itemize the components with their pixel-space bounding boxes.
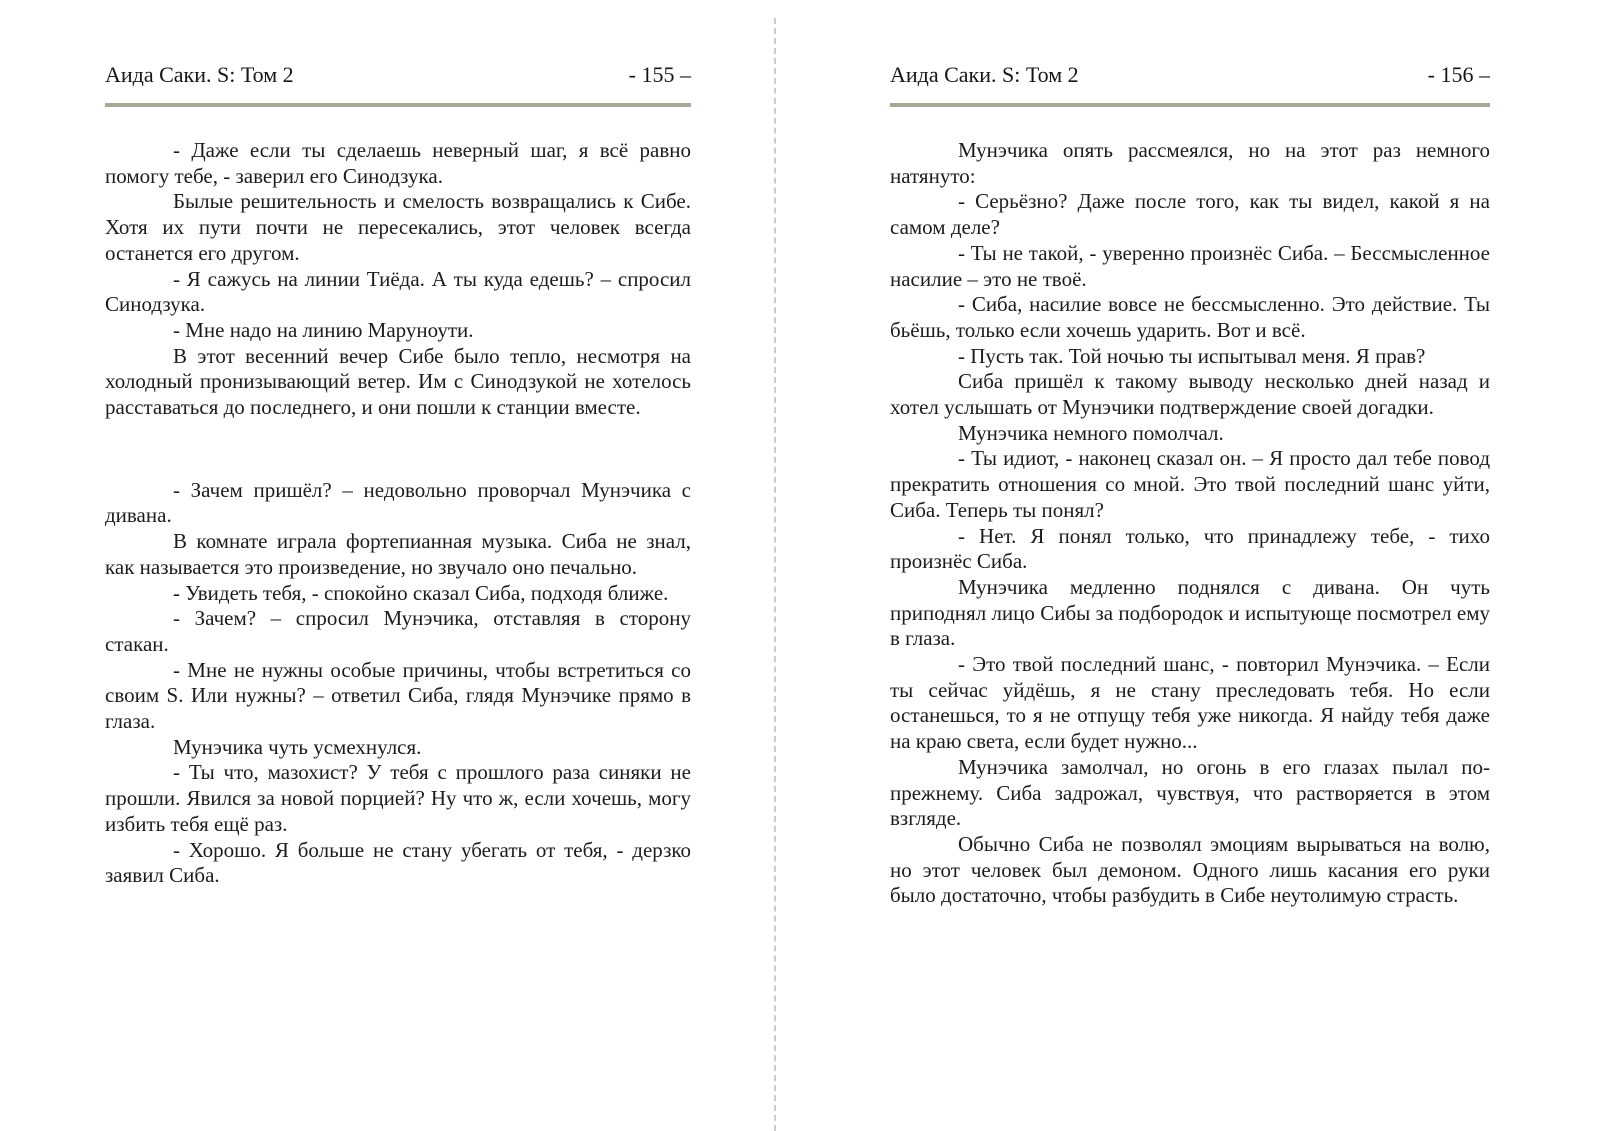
paragraph: - Зачем? – спросил Мунэчика, отставляя в сторону стакан.: [105, 606, 691, 656]
paragraph: Мунэчика замолчал, но огонь в его глазах пылал по-прежнему. Сиба задрожал, чувствуя, что растворяется в этом взгляде.: [890, 754, 1490, 831]
paragraph: - Ты не такой, - уверенно произнёс Сиба. – Бессмысленное насилие – это не твоё.: [890, 240, 1490, 291]
paragraph: - Пусть так. Той ночью ты испытывал меня. Я прав?: [958, 343, 1426, 368]
paragraph: Мунэчика опять рассмеялся, но на этот раз немного натянуто:: [890, 138, 1490, 188]
paragraph: В этот весенний вечер Сибе было тепло, несмотря на холодный пронизывающий ветер. Им с Синодзукой не хотелось расставаться до последнего, и они пошли к станции вместе.: [105, 343, 691, 420]
page-number: - 155 –: [628, 62, 691, 87]
paragraph: - Серьёзно? Даже после того, как ты видел, какой я на самом деле?: [890, 189, 1490, 240]
paragraph: Былые решительность и смелость возвращались к Сибе. Хотя их пути почти не пересекались, этот человек всегда останется его другом.: [105, 189, 691, 265]
paragraph: - Мне надо на линию Маруноути.: [173, 317, 474, 342]
paragraph: - Зачем пришёл? – недовольно проворчал Мунэчика с дивана.: [105, 477, 691, 528]
page-155: [105, 62, 691, 889]
page-156: [890, 62, 1490, 909]
paragraph: Мунэчика чуть усмехнулся.: [173, 734, 422, 759]
paragraph: - Нет. Я понял только, что принадлежу тебе, - тихо произнёс Сиба.: [890, 523, 1490, 574]
paragraph: - Даже если ты сделаешь неверный шаг, я всё равно помогу тебе, - заверил его Синодзука.: [105, 138, 691, 188]
header-rule: [890, 103, 1490, 107]
book-title: Аида Саки. S: Том 2: [890, 62, 1079, 87]
page-divider: [774, 18, 776, 1131]
paragraph: Обычно Сиба не позволял эмоциям вырываться на волю, но этот человек был демоном. Одного лишь касания его руки было достаточно, чтобы разбудить в Сибе неутолимую страсть.: [890, 831, 1490, 908]
book-title: Аида Саки. S: Том 2: [105, 62, 294, 87]
header-rule: [105, 103, 691, 107]
paragraph: - Я сажусь на линии Тиёда. А ты куда едешь? – спросил Синодзука.: [105, 266, 691, 317]
paragraph: В комнате играла фортепианная музыка. Сиба не знал, как называется это произведение, но звучало оно печально.: [105, 529, 691, 579]
paragraph: - Увидеть тебя, - спокойно сказал Сиба, подходя ближе.: [173, 580, 669, 605]
paragraph: - Ты идиот, - наконец сказал он. – Я просто дал тебе повод прекратить отношения со мной. Это твой последний шанс уйти, Сиба. Теперь ты понял?: [890, 446, 1490, 522]
page-number: - 156 –: [1427, 62, 1490, 87]
page-header: [890, 62, 1490, 88]
paragraph: Мунэчика немного помолчал.: [958, 420, 1224, 445]
paragraph: Мунэчика медленно поднялся с дивана. Он чуть приподнял лицо Сибы за подбородок и испытующе посмотрел ему в глаза.: [890, 574, 1490, 651]
paragraph: - Ты что, мазохист? У тебя с прошлого раза синяки не прошли. Явился за новой порцией? Ну что ж, если хочешь, могу избить тебя ещё раз.: [105, 760, 691, 836]
paragraph: - Мне не нужны особые причины, чтобы встретиться со своим S. Или нужны? – ответил Сиба, глядя Мунэчике прямо в глаза.: [105, 657, 691, 734]
page-body: [105, 138, 691, 889]
paragraph: Сиба пришёл к такому выводу несколько дней назад и хотел услышать от Мунэчики подтверждение своей догадки.: [890, 369, 1490, 420]
page-header: [105, 62, 691, 88]
paragraph: - Сиба, насилие вовсе не бессмысленно. Это действие. Ты бьёшь, только если хочешь ударить. Вот и всё.: [890, 292, 1490, 342]
scene-break: [105, 421, 691, 478]
paragraph: - Это твой последний шанс, - повторил Мунэчика. – Если ты сейчас уйдёшь, я не стану преследовать тебя. Но если останешься, то я не отпущу тебя уже никогда. Я найду тебя даже на краю света, если будет нужно...: [890, 652, 1490, 754]
page-body: [890, 138, 1490, 909]
paragraph: - Хорошо. Я больше не стану убегать от тебя, - дерзко заявил Сиба.: [105, 837, 691, 888]
